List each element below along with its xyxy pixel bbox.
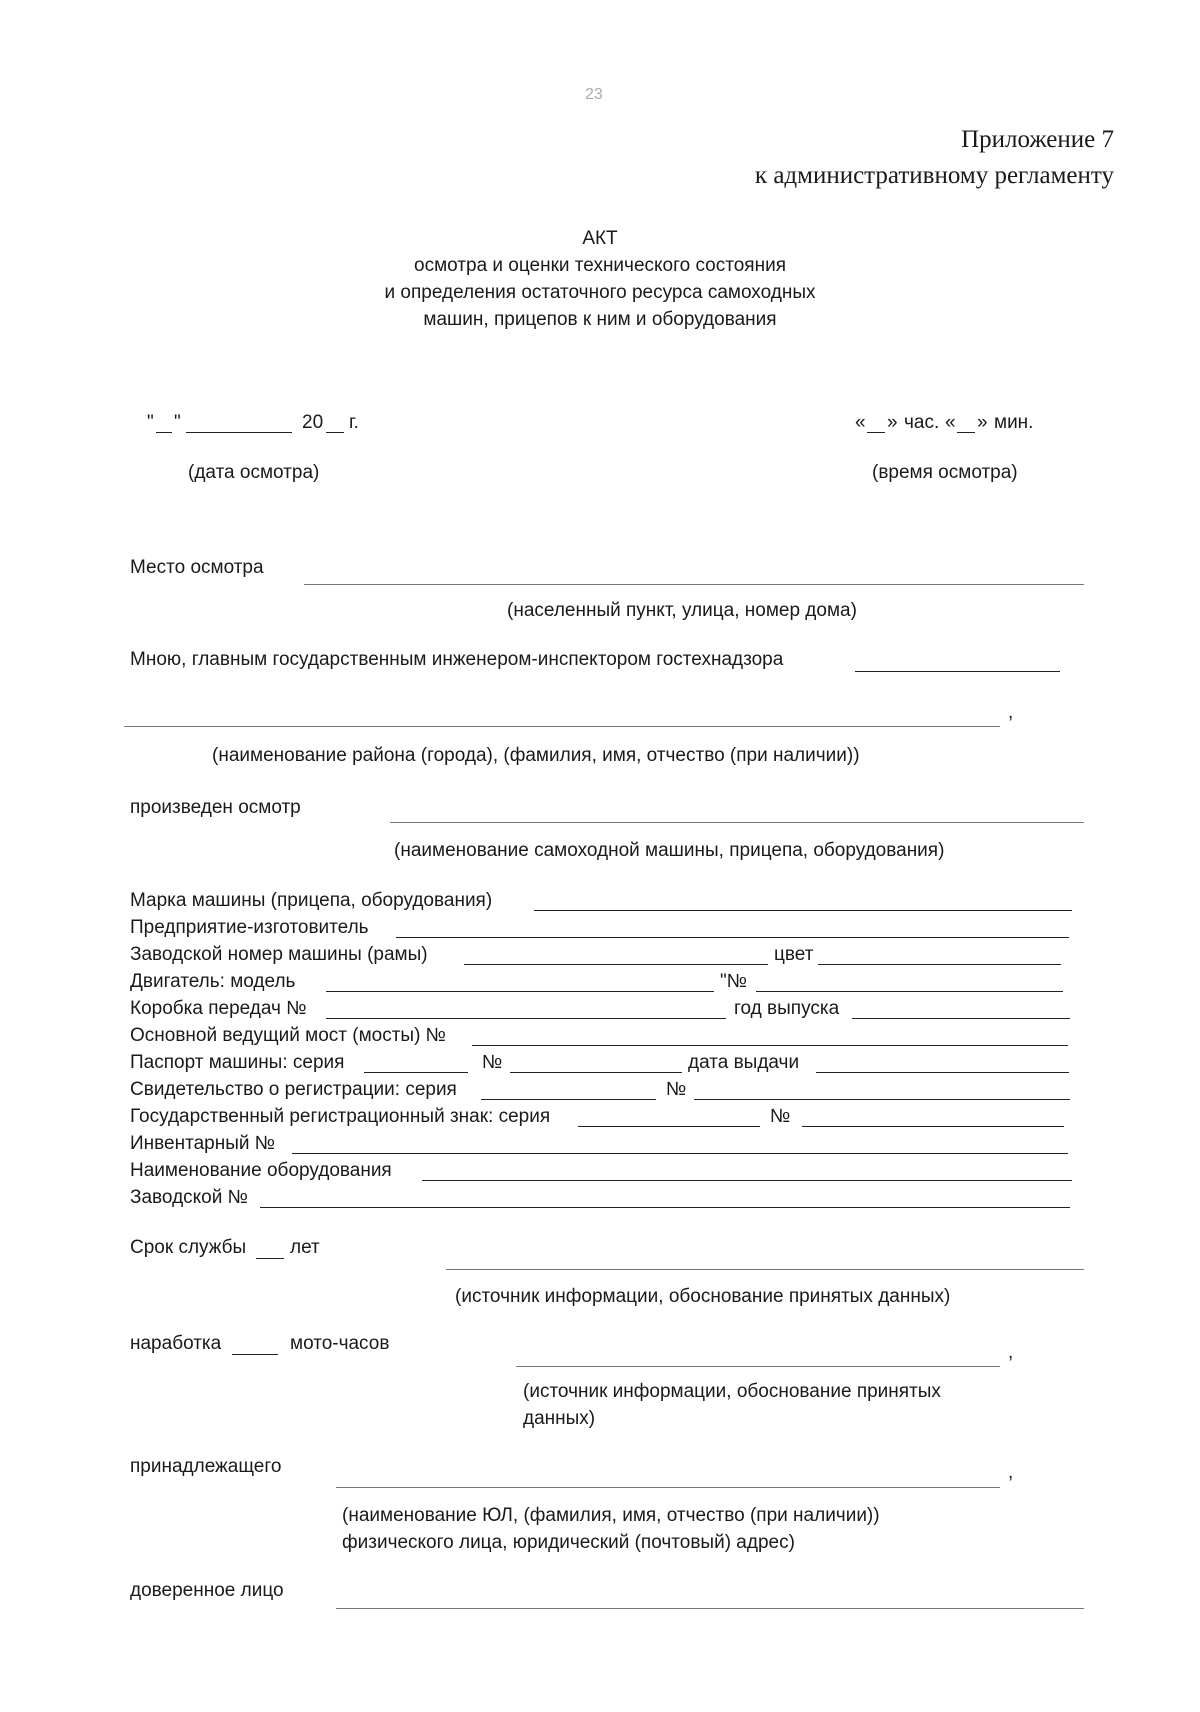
field-color-line[interactable] (818, 964, 1061, 965)
operating-time-unit: мото-часов (290, 1333, 390, 1354)
field-passport-series-label: Паспорт машины: серия (130, 1052, 345, 1073)
date-quote-close: " (174, 412, 181, 433)
date-month-blank[interactable] (186, 432, 292, 433)
field-gearbox (130, 998, 1072, 1022)
field-plate-series-label: Государственный регистрационный знак: серия (130, 1106, 551, 1127)
time-hours-blank[interactable] (867, 432, 885, 433)
field-issue-date-label: дата выдачи (688, 1052, 800, 1073)
field-equipment (130, 1160, 1072, 1184)
operating-time-blank[interactable] (232, 1354, 278, 1355)
inspected-input-line[interactable] (390, 822, 1084, 823)
time-minutes-open: « (945, 412, 956, 433)
appendix-line-1: Приложение 7 (961, 126, 1114, 153)
service-life-blank[interactable] (256, 1258, 284, 1259)
date-year-blank[interactable] (326, 432, 344, 433)
owner-input-line[interactable] (336, 1487, 1000, 1488)
time-minutes-blank[interactable] (957, 432, 975, 433)
owner-comma: , (1008, 1462, 1014, 1483)
field-engine (130, 971, 1072, 995)
field-inventory-line[interactable] (292, 1153, 1068, 1154)
field-axle-line[interactable] (472, 1045, 1068, 1046)
inspector-district-line[interactable] (855, 671, 1060, 672)
field-passport (130, 1052, 1072, 1076)
field-engine-no-line[interactable] (756, 991, 1063, 992)
field-equipment-line[interactable] (422, 1180, 1072, 1181)
inspected-label: произведен осмотр (130, 797, 301, 818)
field-brand-line[interactable] (534, 910, 1072, 911)
field-serial-line[interactable] (464, 964, 768, 965)
time-hours-open: « (855, 412, 866, 433)
field-cert-series-label: Свидетельство о регистрации: серия (130, 1079, 457, 1100)
field-cert-series-line[interactable] (481, 1099, 656, 1100)
field-inventory-label: Инвентарный № (130, 1133, 276, 1154)
field-plate (130, 1106, 1072, 1130)
field-color-label: цвет (774, 944, 814, 965)
date-year-suffix: г. (349, 412, 359, 433)
field-passport-series-line[interactable] (364, 1072, 468, 1073)
owner-caption-2: физического лица, юридический (почтовый) адрес) (342, 1532, 795, 1553)
field-factory-no (130, 1187, 1072, 1211)
inspected-caption: (наименование самоходной машины, прицепа, оборудования) (394, 840, 945, 861)
field-year-label: год выпуска (734, 998, 840, 1019)
field-equipment-label: Наименование оборудования (130, 1160, 392, 1181)
field-brand (130, 890, 1072, 914)
field-serial (130, 944, 1072, 968)
inspector-comma: , (1008, 702, 1014, 723)
field-axle-label: Основной ведущий мост (мосты) № (130, 1025, 447, 1046)
time-caption: (время осмотра) (872, 462, 1018, 483)
owner-caption-1: (наименование ЮЛ, (фамилия, имя, отчество (при наличии)) (342, 1505, 880, 1526)
doc-title: АКТ (582, 228, 618, 249)
place-input-line[interactable] (304, 584, 1084, 585)
field-year-line[interactable] (852, 1018, 1070, 1019)
time-minutes-close: » (977, 412, 988, 433)
time-hours-close: » (887, 412, 898, 433)
time-minutes-label: мин. (994, 412, 1034, 433)
operating-time-comma: , (1008, 1342, 1014, 1363)
field-plate-no-line[interactable] (802, 1126, 1064, 1127)
time-hours-label: час. (904, 412, 940, 433)
doc-subtitle-2: и определения остаточного ресурса самоходных (384, 282, 816, 303)
field-engine-line[interactable] (326, 991, 714, 992)
field-gearbox-line[interactable] (326, 1018, 726, 1019)
place-label: Место осмотра (130, 557, 264, 578)
field-cert-no-label: № (666, 1079, 687, 1100)
appendix-line-2: к административному регламенту (754, 162, 1114, 189)
field-manufacturer (130, 917, 1072, 941)
doc-subtitle-1: осмотра и оценки технического состояния (414, 255, 786, 276)
field-gearbox-label: Коробка передач № (130, 998, 307, 1019)
field-passport-no-label: № (482, 1052, 503, 1073)
field-serial-label: Заводской номер машины (рамы) (130, 944, 428, 965)
field-engine-label: Двигатель: модель (130, 971, 296, 992)
field-issue-date-line[interactable] (816, 1072, 1069, 1073)
owner-label: принадлежащего (130, 1456, 282, 1477)
proxy-label: доверенное лицо (130, 1580, 284, 1601)
doc-subtitle-3: машин, прицепов к ним и оборудования (423, 309, 777, 330)
service-life-caption: (источник информации, обоснование принятых данных) (455, 1286, 951, 1307)
operating-time-caption-1: (источник информации, обоснование принятых (523, 1381, 941, 1402)
field-engine-no-label: "№ (720, 971, 748, 992)
operating-time-source-line[interactable] (516, 1366, 1000, 1367)
place-caption: (населенный пункт, улица, номер дома) (507, 600, 857, 621)
field-inventory (130, 1133, 1072, 1157)
operating-time-caption-2: данных) (523, 1408, 596, 1429)
field-manufacturer-line[interactable] (396, 937, 1069, 938)
page-number: 23 (585, 86, 603, 103)
field-cert-no-line[interactable] (694, 1099, 1070, 1100)
field-factory-no-label: Заводской № (130, 1187, 249, 1208)
field-plate-no-label: № (770, 1106, 791, 1127)
service-life-source-line[interactable] (446, 1269, 1084, 1270)
service-life-unit: лет (290, 1237, 320, 1258)
date-day-blank[interactable] (156, 432, 172, 433)
proxy-input-line[interactable] (336, 1608, 1084, 1609)
field-certificate (130, 1079, 1072, 1103)
service-life-label: Срок службы (130, 1237, 247, 1258)
field-plate-series-line[interactable] (578, 1126, 760, 1127)
date-year-prefix: 20 (302, 412, 324, 433)
field-brand-label: Марка машины (прицепа, оборудования) (130, 890, 493, 911)
date-caption: (дата осмотра) (188, 462, 320, 483)
inspector-caption: (наименование района (города), (фамилия, имя, отчество (при наличии)) (212, 745, 860, 766)
field-axle (130, 1025, 1072, 1049)
inspector-label: Мною, главным государственным инженером-инспектором гостехнадзора (130, 649, 784, 670)
operating-time-label: наработка (130, 1333, 222, 1354)
inspector-name-line[interactable] (124, 726, 1000, 727)
date-quote-open: " (147, 412, 154, 433)
field-passport-no-line[interactable] (510, 1072, 682, 1073)
field-factory-no-line[interactable] (260, 1207, 1070, 1208)
field-manufacturer-label: Предприятие-изготовитель (130, 917, 369, 938)
